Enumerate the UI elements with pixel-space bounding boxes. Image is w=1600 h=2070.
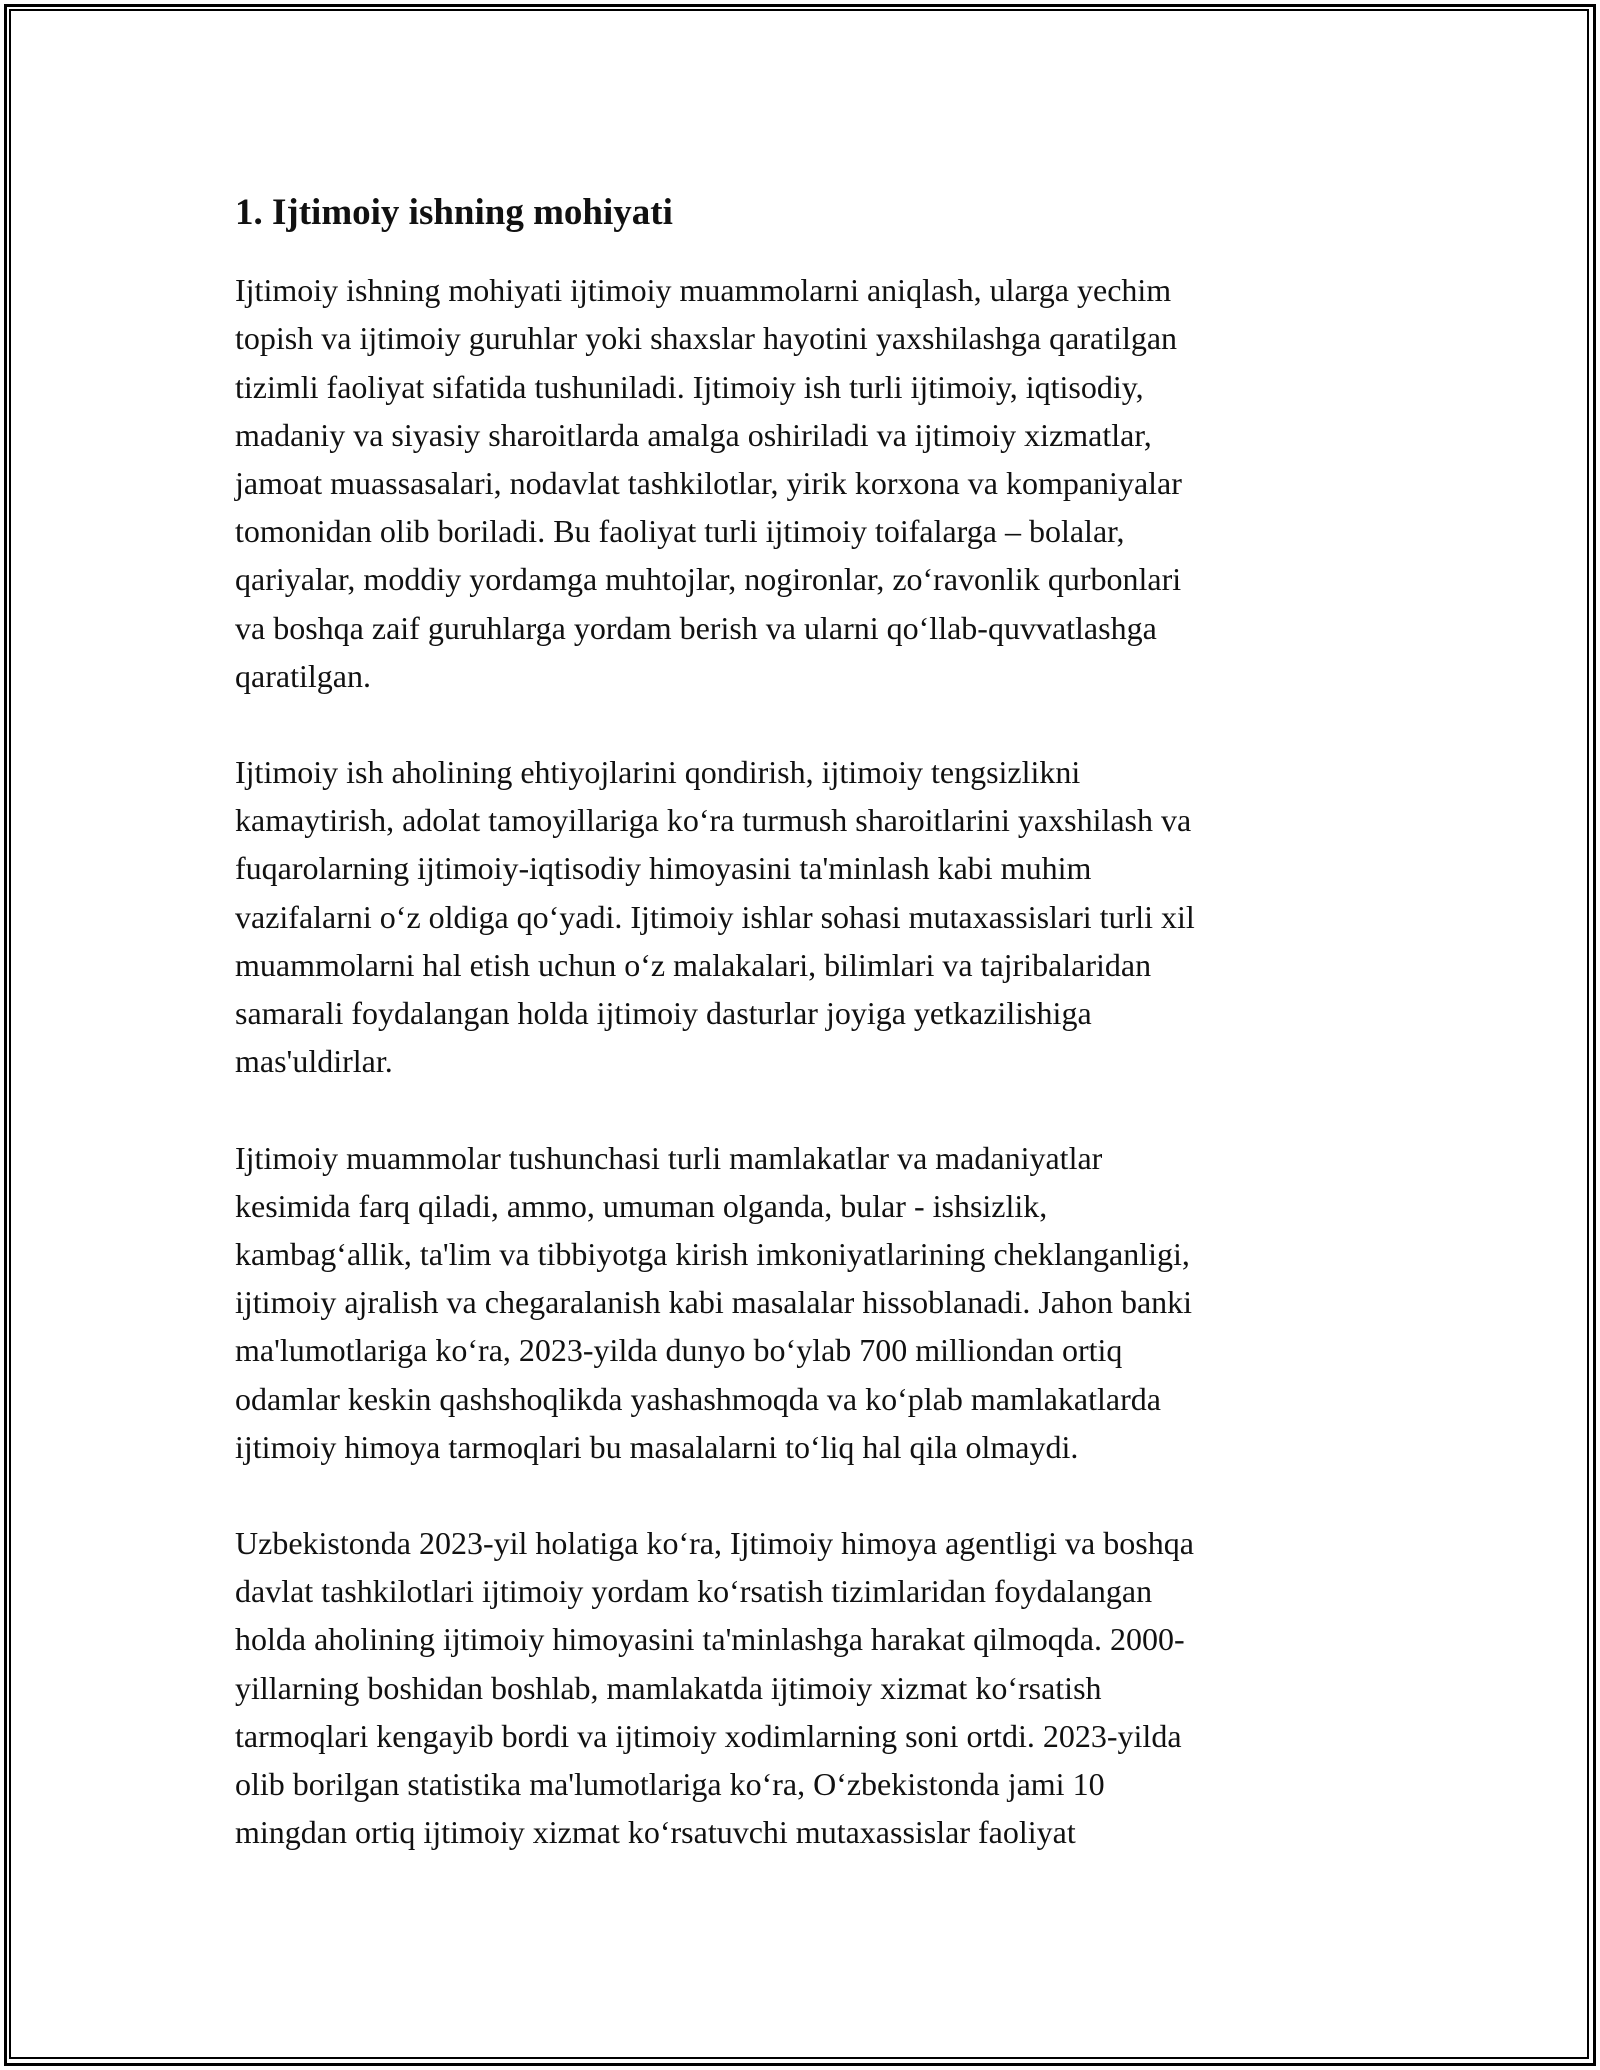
text-line: vazifalarni oʻz oldiga qoʻyadi. Ijtimoiy ishlar sohasi mutaxassislari turli xil [235,898,1195,935]
text-line: tomonidan olib boriladi. Bu faoliyat turli ijtimoiy toifalarga – bolalar, [235,513,1125,550]
text-line: Uzbekistonda 2023-yil holatiga koʻra, Ijtimoiy himoya agentligi va boshqa [235,1524,1194,1561]
text-line: holda aholining ijtimoiy himoyasini ta'minlashga harakat qilmoqda. 2000- [235,1621,1185,1658]
text-line: qaratilgan. [235,657,371,694]
text-line: qariyalar, moddiy yordamga muhtojlar, nogironlar, zoʻravonlik qurbonlari [235,561,1182,598]
text-line: kambagʻallik, ta'lim va tibbiyotga kirish imkoniyatlarining cheklanganligi, [235,1235,1190,1272]
text-line: mas'uldirlar. [235,1043,393,1080]
text-line: ma'lumotlariga koʻra, 2023-yilda dunyo boʻylab 700 milliondan ortiq [235,1332,1123,1369]
text-line: yillarning boshidan boshlab, mamlakatda ijtimoiy xizmat koʻrsatish [235,1669,1102,1706]
text-line: samarali foydalangan holda ijtimoiy dasturlar joyiga yetkazilishiga [235,995,1092,1032]
text-line: davlat tashkilotlari ijtimoiy yordam koʻrsatish tizimlaridan foydalangan [235,1573,1153,1610]
text-line: topish va ijtimoiy guruhlar yoki shaxslar hayotini yaxshilashga qaratilgan [235,320,1178,357]
paragraph-4 [235,1519,1365,1856]
paragraph-1 [235,266,1365,700]
text-line: Ijtimoiy muammolar tushunchasi turli mamlakatlar va madaniyatlar [235,1139,1103,1176]
text-line: ijtimoiy himoya tarmoqlari bu masalalarni toʻliq hal qila olmaydi. [235,1428,1079,1465]
text-line: odamlar keskin qashshoqlikda yashashmoqda va koʻplab mamlakatlarda [235,1380,1161,1417]
text-line: Ijtimoiy ish aholining ehtiyojlarini qondirish, ijtimoiy tengsizlikni [235,754,1081,791]
text-line: ijtimoiy ajralish va chegaralanish kabi masalalar hissoblanadi. Jahon banki [235,1284,1193,1321]
text-line: mingdan ortiq ijtimoiy xizmat koʻrsatuvchi mutaxassislar faoliyat [235,1814,1076,1851]
section-heading: 1. Ijtimoiy ishning mohiyati [235,192,673,233]
text-line: kamaytirish, adolat tamoyillariga koʻra turmush sharoitlarini yaxshilash va [235,802,1192,839]
text-line: tizimli faoliyat sifatida tushuniladi. Ijtimoiy ish turli ijtimoiy, iqtisodiy, [235,368,1144,405]
text-line: olib borilgan statistika ma'lumotlariga koʻra, Oʻzbekistonda jami 10 [235,1765,1105,1802]
text-line: Ijtimoiy ishning mohiyati ijtimoiy muammolarni aniqlash, ularga yechim [235,272,1172,309]
text-line: muammolarni hal etish uchun oʻz malakalari, bilimlari va tajribalaridan [235,946,1152,983]
paragraph-3 [235,1134,1365,1471]
text-line: madaniy va siyasiy sharoitlarda amalga oshiriladi va ijtimoiy xizmatlar, [235,416,1152,453]
paragraph-2 [235,748,1365,1085]
text-line: kesimida farq qiladi, ammo, umuman olganda, bular - ishsizlik, [235,1187,1048,1224]
text-line: jamoat muassasalari, nodavlat tashkilotlar, yirik korxona va kompaniyalar [235,465,1182,502]
document-body [235,180,1365,1904]
text-line: tarmoqlari kengayib bordi va ijtimoiy xodimlarning soni ortdi. 2023-yilda [235,1717,1182,1754]
text-line: fuqarolarning ijtimoiy-iqtisodiy himoyasini ta'minlash kabi muhim [235,850,1092,887]
text-line: va boshqa zaif guruhlarga yordam berish va ularni qoʻllab-quvvatlashga [235,609,1157,646]
